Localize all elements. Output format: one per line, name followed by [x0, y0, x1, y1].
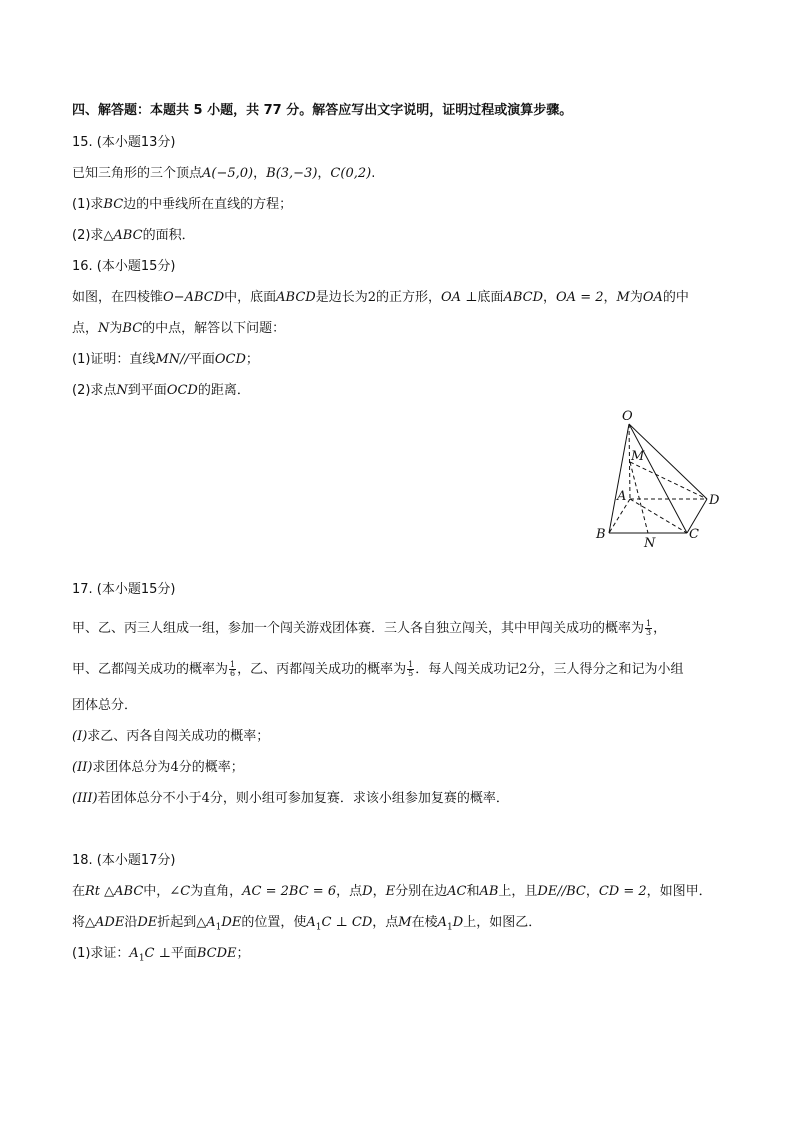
label-o: O: [622, 409, 633, 424]
problem-17-title-text: 17. (本小题15分): [72, 582, 176, 597]
math: O−ABCD: [163, 290, 225, 305]
text: (2)求点: [72, 383, 117, 398]
text: ，: [543, 290, 557, 305]
text: 甲、乙、丙三人组成一组，参加一个闯关游戏团体赛．三人各自独立闯关，其中甲闯关成功的概率为: [72, 621, 645, 636]
fraction-denominator: 3: [646, 628, 652, 637]
math: DE: [221, 915, 242, 930]
problem-15-question-1: [72, 197, 292, 213]
text: (1)求: [72, 197, 104, 212]
text: 为: [109, 321, 123, 336]
problem-16-stem-line-1: [72, 290, 689, 306]
subscript: 1: [138, 953, 145, 964]
text: 底面: [477, 290, 504, 305]
fraction-denominator: 6: [230, 669, 236, 678]
edge-oc: [629, 424, 687, 533]
math: C ⊥: [144, 946, 171, 961]
text: 团体总分．: [72, 698, 138, 713]
text: ，: [253, 166, 267, 181]
fraction-numerator: 1: [230, 660, 236, 669]
problem-18-title-text: 18. (本小题17分): [72, 853, 176, 868]
text: 的中: [662, 290, 689, 305]
problem-18-stem-line-1: [72, 884, 712, 900]
text: 平面: [170, 946, 197, 961]
text: 边的中垂线所在直线的方程；: [123, 197, 293, 212]
text: 将: [72, 915, 86, 930]
text: 是边长为: [315, 290, 368, 305]
subscript: 1: [215, 922, 222, 933]
text: (1)证明：直线: [72, 352, 156, 367]
text: ，: [603, 290, 617, 305]
problem-18-stem-line-2: [72, 915, 541, 936]
math: AC: [447, 884, 467, 899]
math: ∠C: [169, 884, 191, 899]
subscript: 1: [447, 922, 453, 933]
problem-17-question-3: [72, 791, 509, 807]
fraction: [229, 661, 236, 678]
text: ，: [317, 166, 331, 181]
math: △ADE: [85, 915, 125, 930]
fraction-numerator: 1: [408, 660, 414, 669]
math: △ABC: [103, 228, 143, 243]
text: ，点: [372, 915, 399, 930]
text: 到平面: [127, 383, 167, 398]
math: M: [616, 290, 630, 305]
math: ABCD: [503, 290, 543, 305]
problem-17-stem-line-3: [72, 698, 137, 714]
math: MN//: [155, 352, 189, 367]
label-b: B: [596, 527, 606, 542]
text: 的面积．: [142, 228, 195, 243]
number: 4: [201, 791, 210, 806]
text: ，如图甲．: [646, 884, 712, 899]
fraction: [407, 661, 414, 678]
text: 如图，在四棱锥: [72, 290, 164, 305]
number: 2: [519, 662, 528, 677]
text: 已知三角形的三个顶点: [72, 166, 203, 181]
text: ；: [236, 946, 250, 961]
math: BC: [122, 321, 143, 336]
text: (2)求: [72, 228, 104, 243]
fraction-numerator: 1: [646, 619, 652, 628]
problem-16-question-2: [72, 383, 250, 399]
text: 沿: [124, 915, 138, 930]
math: OCD: [214, 352, 246, 367]
roman-numeral: (II): [72, 760, 93, 775]
problem-15-stem: [72, 166, 375, 182]
math: D: [362, 884, 373, 899]
math: OCD: [166, 383, 198, 398]
problem-17-title: [72, 582, 176, 598]
point-c: C(0,2): [330, 166, 372, 181]
roman-numeral: (III): [72, 791, 98, 806]
label-m: M: [631, 449, 645, 464]
label-n: N: [644, 536, 656, 551]
text: ，: [372, 884, 386, 899]
math: E: [385, 884, 396, 899]
math: ABCD: [276, 290, 316, 305]
math: A: [129, 946, 139, 961]
text: 的正方形，: [376, 290, 442, 305]
problem-15-title-text: 15. (本小题13分): [72, 135, 176, 150]
text: 为: [629, 290, 643, 305]
text: 甲、乙都闯关成功的概率为: [72, 662, 229, 677]
problem-16-question-1: [72, 352, 259, 368]
math: OA = 2: [556, 290, 604, 305]
label-a: A: [617, 489, 627, 504]
math: N: [116, 383, 128, 398]
problem-16-title: [72, 259, 176, 275]
text: 分，三人得分之和记为小组: [527, 662, 684, 677]
math: A: [437, 915, 448, 930]
number: 2: [367, 290, 376, 305]
problem-16-stem-line-2: [72, 321, 285, 337]
math: AC = 2BC = 6: [242, 884, 337, 899]
text: 在棱: [411, 915, 438, 930]
text: 为直角，: [190, 884, 243, 899]
text: 分的概率；: [178, 760, 244, 775]
problem-17-question-1: [72, 729, 269, 745]
edge-ob: [609, 424, 629, 533]
text: ，: [653, 621, 667, 636]
problem-18-question-1: [72, 946, 250, 967]
math: M: [398, 915, 412, 930]
fraction-denominator: 5: [408, 669, 414, 678]
label-d: D: [709, 493, 720, 508]
fraction: [645, 620, 652, 637]
math: OA: [642, 290, 663, 305]
text: ，乙、丙都闯关成功的概率为: [237, 662, 407, 677]
math: Rt △ABC: [85, 884, 144, 899]
math: C ⊥ CD: [321, 915, 373, 930]
text: 若团体总分不小于: [97, 791, 202, 806]
text: ，点: [336, 884, 363, 899]
section-header: [72, 103, 572, 119]
text: 求团体总分为: [92, 760, 171, 775]
problem-17-stem-line-2: [72, 661, 684, 678]
text: 折起到: [157, 915, 197, 930]
problem-15-title: [72, 135, 176, 151]
math: △A: [196, 915, 216, 930]
problem-17-question-2: [72, 760, 244, 776]
label-c: C: [689, 527, 699, 542]
text: 的中点，解答以下问题：: [142, 321, 286, 336]
problem-18-title: [72, 853, 176, 869]
text: 上，且: [498, 884, 538, 899]
text: 在: [72, 884, 86, 899]
problem-15-question-2: [72, 228, 195, 244]
text: .: [371, 166, 376, 181]
segment-mn-hidden: [630, 462, 648, 533]
text: ，: [585, 884, 599, 899]
text: 上，如图乙．: [463, 915, 542, 930]
text: ；: [245, 352, 259, 367]
math: N: [98, 321, 110, 336]
math: DE: [137, 915, 158, 930]
text: 分别在边: [395, 884, 448, 899]
math: CD = 2: [598, 884, 647, 899]
point-a: A(−5,0): [202, 166, 254, 181]
math: A: [306, 915, 316, 930]
text: 求乙、丙各自闯关成功的概率；: [87, 729, 270, 744]
math: AB: [479, 884, 499, 899]
edge-oa-hidden: [629, 424, 630, 499]
text: 的距离．: [197, 383, 250, 398]
text: 平面: [188, 352, 215, 367]
roman-numeral: (I): [72, 729, 88, 744]
math: D: [452, 915, 464, 930]
text: 和: [466, 884, 480, 899]
text: 的位置，使: [241, 915, 307, 930]
section-header-text: 四、解答题：本题共 5 小题，共 77 分。解答应写出文字说明，证明过程或演算步骤。: [72, 103, 573, 118]
math: DE//BC: [537, 884, 586, 899]
math: BCDE: [196, 946, 237, 961]
problem-16-title-text: 16. (本小题15分): [72, 259, 176, 274]
text: 中，: [143, 884, 170, 899]
number: 4: [170, 760, 179, 775]
text: 中，底面: [224, 290, 277, 305]
pyramid-figure: [592, 405, 726, 553]
text: ．每人闯关成功记: [415, 662, 520, 677]
text: 分，则小组可参加复赛．求该小组参加复赛的概率．: [209, 791, 509, 806]
text: 点，: [72, 321, 99, 336]
text: (1)求证：: [72, 946, 130, 961]
problem-17-stem-line-1: [72, 620, 666, 637]
subscript: 1: [315, 922, 322, 933]
math: BC: [103, 197, 124, 212]
math: OA ⊥: [441, 290, 478, 305]
point-b: B(3,−3): [266, 166, 318, 181]
segment-md-hidden: [630, 462, 707, 499]
